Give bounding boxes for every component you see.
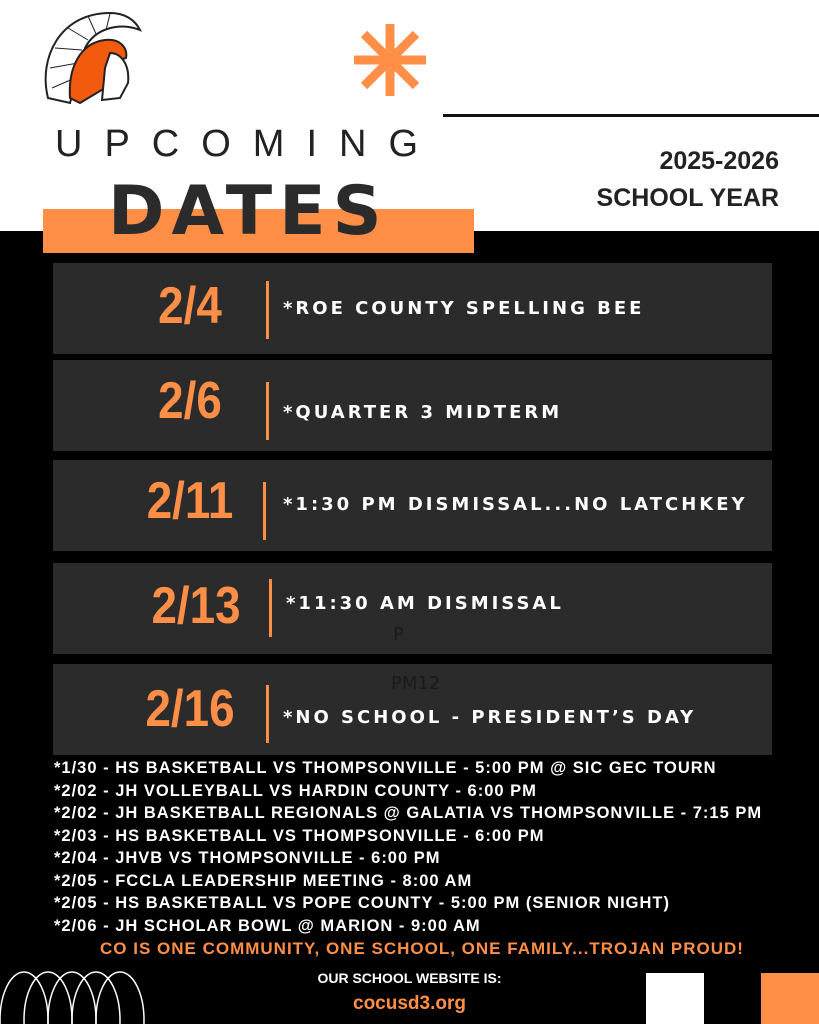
event-item: *2/05 - HS BASKETBALL VS POPE COUNTY - 5:00 PM (SENIOR NIGHT) [54, 894, 670, 912]
card-divider [266, 685, 269, 743]
events-list [54, 757, 762, 937]
event-item: *2/04 - JHVB VS THOMPSONVILLE - 6:00 PM [54, 849, 441, 867]
card-divider [263, 482, 266, 540]
title-dates: DATES [108, 172, 389, 251]
card-date: 2/6 [158, 372, 222, 430]
date-card [53, 563, 772, 654]
event-item: *2/05 - FCCLA LEADERSHIP MEETING - 8:00 AM [54, 871, 473, 890]
card-divider [269, 579, 272, 637]
card-date: 2/16 [145, 680, 235, 738]
trojan-logo-icon [40, 8, 145, 113]
date-card [53, 360, 772, 451]
year-label: SCHOOL YEAR [596, 184, 779, 212]
school-year [597, 143, 779, 217]
card-text: *NO SCHOOL - PRESIDENT’S DAY [283, 707, 697, 728]
ghost-text: P [393, 624, 404, 645]
event-item: *2/02 - JH VOLLEYBALL VS HARDIN COUNTY - 6:00 PM [54, 781, 537, 800]
orange-square-decoration [761, 973, 819, 1024]
website-label: OUR SCHOOL WEBSITE IS: [317, 970, 502, 986]
card-divider [266, 382, 269, 440]
event-item: *1/30 - HS BASKETBALL VS THOMPSONVILLE - 5:00 PM @ SIC GEC TOURN [54, 759, 717, 777]
asterisk-icon [352, 22, 428, 98]
white-square-decoration [646, 973, 704, 1024]
card-text: *ROE COUNTY SPELLING BEE [283, 298, 645, 319]
website-link[interactable]: cocusd3.org [353, 993, 466, 1014]
event-item: *2/06 - JH SCHOLAR BOWL @ MARION - 9:00 AM [54, 916, 481, 935]
tagline: CO IS ONE COMMUNITY, ONE SCHOOL, ONE FAMILY...TROJAN PROUD! [100, 939, 744, 958]
event-item: *2/02 - JH BASKETBALL REGIONALS @ GALATIA VS THOMPSONVILLE - 7:15 PM [54, 804, 763, 822]
year-range: 2025-2026 [659, 147, 779, 175]
date-card [53, 460, 772, 551]
card-date: 2/13 [151, 577, 241, 635]
divider-line [443, 114, 819, 117]
card-divider [266, 281, 269, 339]
ghost-text: PM12 [391, 673, 441, 694]
date-card [53, 664, 772, 755]
card-text: *11:30 AM DISMISSAL [286, 593, 564, 614]
card-text: *1:30 PM DISMISSAL...NO LATCHKEY [283, 494, 748, 515]
card-date: 2/11 [146, 472, 234, 530]
card-date: 2/4 [158, 277, 222, 335]
card-text: *QUARTER 3 MIDTERM [283, 402, 563, 423]
date-card [53, 263, 772, 354]
event-item: *2/03 - HS BASKETBALL VS THOMPSONVILLE - 6:00 PM [54, 826, 545, 845]
title-upcoming: UPCOMING [55, 123, 440, 165]
